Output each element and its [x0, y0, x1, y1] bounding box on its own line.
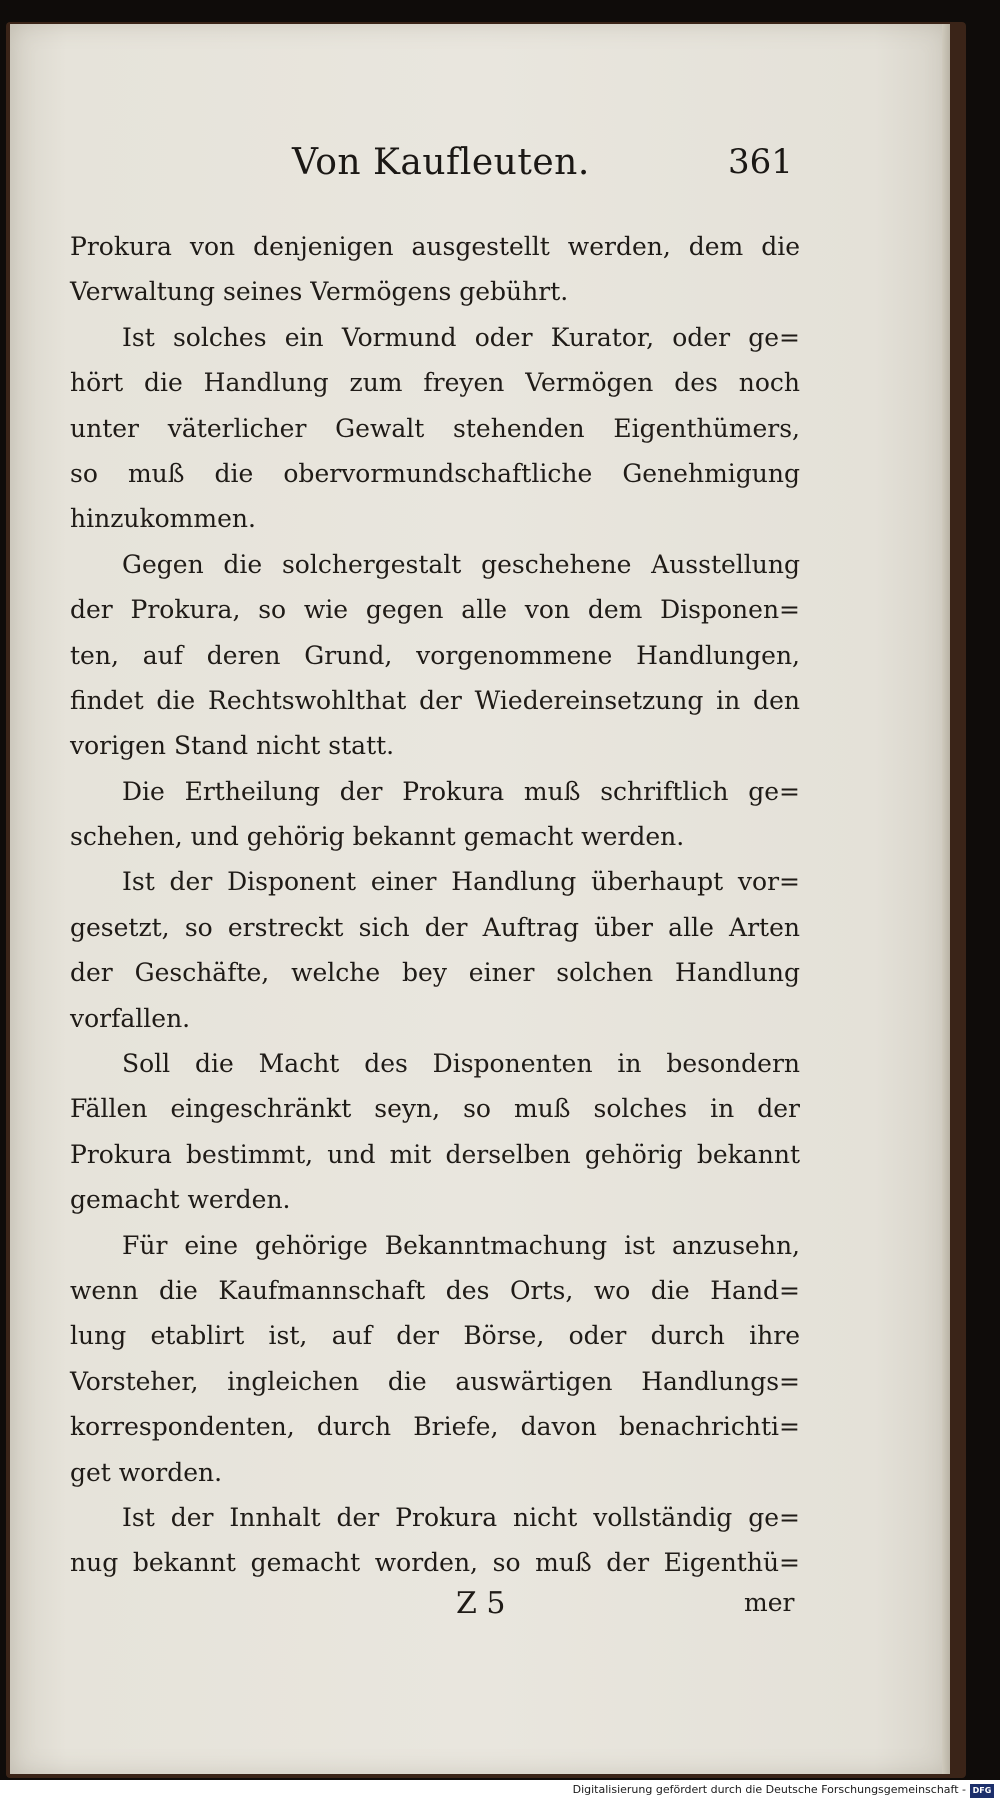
text-line: Prokura bestimmt, und mit derselben gehörig bekannt	[70, 1139, 800, 1169]
text-line: Ist solches ein Vormund oder Kurator, oder ge=	[122, 322, 800, 352]
text-line: gesetzt, so erstreckt sich der Auftrag über alle Arten	[70, 912, 800, 942]
text-line: so muß die obervormundschaftliche Genehmigung	[70, 458, 800, 488]
text-line: schehen, und gehörig bekannt gemacht werden.	[70, 822, 685, 852]
text-line: findet die Rechtswohlthat der Wiedereinsetzung in den	[70, 685, 800, 715]
text-line: Für eine gehörige Bekanntmachung ist anzusehn,	[122, 1230, 800, 1260]
catchword: mer	[744, 1588, 795, 1617]
running-head-title: Von Kaufleuten.	[292, 142, 590, 183]
text-line: hört die Handlung zum freyen Vermögen des noch	[70, 368, 800, 398]
text-line: vorfallen.	[70, 1003, 191, 1033]
text-line: Vorsteher, ingleichen die auswärtigen Handlungs=	[70, 1366, 800, 1396]
text-line: Die Ertheilung der Prokura muß schriftlich ge=	[122, 776, 800, 806]
text-line: nug bekannt gemacht worden, so muß der Eigenthü=	[70, 1548, 800, 1578]
book-page	[10, 24, 950, 1774]
text-line: wenn die Kaufmannschaft des Orts, wo die Hand=	[70, 1275, 800, 1305]
text-line: lung etablirt ist, auf der Börse, oder durch ihre	[70, 1321, 800, 1351]
signature-mark: Z 5	[456, 1586, 506, 1621]
text-line: hinzukommen.	[70, 504, 256, 534]
text-line: Fällen eingeschränkt seyn, so muß solches in der	[70, 1094, 800, 1124]
text-line: unter väterlicher Gewalt stehenden Eigenthümers,	[70, 413, 800, 443]
credit-bar	[0, 1780, 1000, 1803]
text-line: korrespondenten, durch Briefe, davon benachrichti=	[70, 1412, 800, 1442]
text-line: Ist der Innhalt der Prokura nicht vollständig ge=	[122, 1502, 800, 1532]
text-line: ten, auf deren Grund, vorgenommene Handlungen,	[70, 640, 800, 670]
text-line: Verwaltung seines Vermögens gebührt.	[70, 277, 569, 307]
text-line: Soll die Macht des Disponenten in besondern	[122, 1049, 800, 1079]
text-line: Gegen die solchergestalt geschehene Ausstellung	[122, 549, 800, 579]
text-line: get worden.	[70, 1457, 223, 1487]
text-line: Prokura von denjenigen ausgestellt werden, dem die	[70, 232, 800, 261]
page-footer	[10, 1586, 950, 1634]
dfg-logo: DFG	[970, 1784, 994, 1798]
body-text	[70, 224, 800, 1586]
page-edge	[942, 24, 950, 1774]
text-line: der Prokura, so wie gegen alle von dem Disponen=	[70, 595, 800, 625]
credit-text: Digitalisierung gefördert durch die Deutsche Forschungsgemeinschaft -	[572, 1783, 966, 1796]
running-head	[10, 142, 950, 198]
text-line: der Geschäfte, welche bey einer solchen Handlung	[70, 958, 800, 988]
text-line: vorigen Stand nicht statt.	[70, 731, 395, 761]
text-line: gemacht werden.	[70, 1185, 291, 1215]
page-number: 361	[728, 142, 793, 182]
text-line: Ist der Disponent einer Handlung überhaupt vor=	[122, 867, 800, 897]
